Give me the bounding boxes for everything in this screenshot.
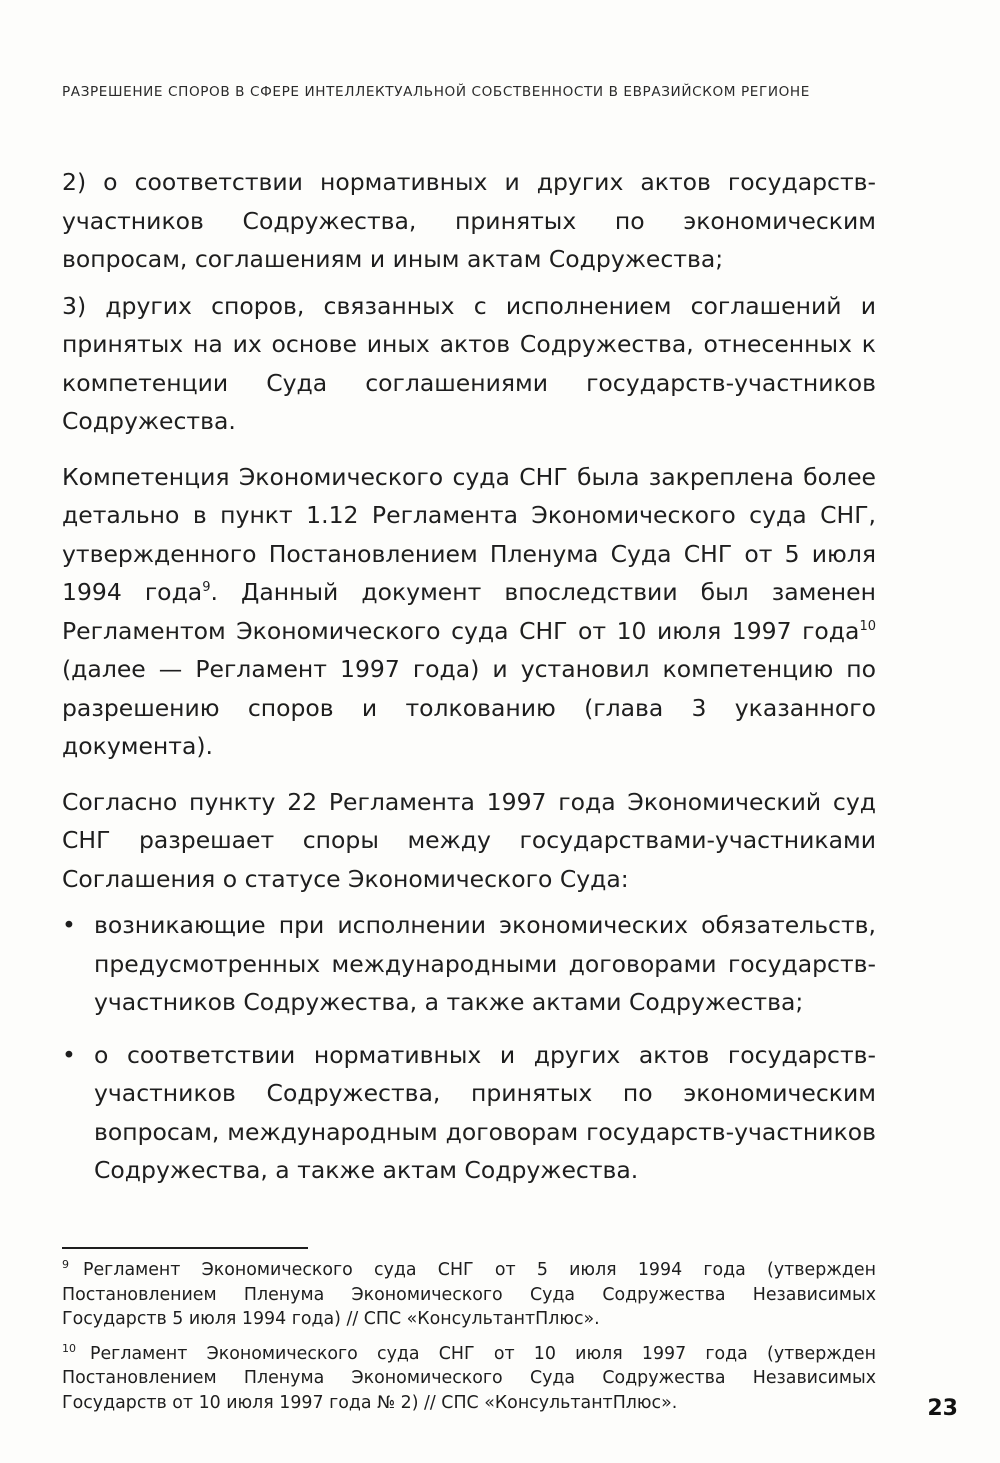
list-item-2: 2) о соответствии нормативных и других актов государств-участников Содружества, принятых по экономическим вопросам, соглашениям и иным актам Содружества;: [62, 168, 876, 273]
footnote-text: Регламент Экономического суда СНГ от 5 июля 1994 года (утвержден Постановлением Пленума Экономического Суда Содружества Независимых Государств 5 июля 1994 года) // СПС «КонсультантПлюс».: [62, 1260, 876, 1330]
paragraph-point-22: Согласно пункту 22 Регламента 1997 года Экономический суд СНГ разрешает споры между государствами-участниками Соглашения о статусе Экономического Суда:: [62, 787, 876, 893]
bullet-item: [62, 906, 876, 1022]
bullet-text: возникающие при исполнении экономических обязательств, предусмотренных международными договорами государств-участников Содружества, а также актами Содружества;: [94, 911, 876, 1016]
footnote-number: 10: [62, 1341, 76, 1355]
footnote-separator: [62, 1247, 308, 1249]
footnote-number: 9: [62, 1258, 69, 1272]
bullet-item: [62, 1036, 876, 1190]
bullet-icon: •: [62, 911, 76, 939]
bullet-icon: •: [62, 1040, 76, 1069]
paragraph-competence-part-b: . Данный документ впоследствии был заменен Регламентом Экономического суда СНГ от 10 июля 1997 года: [62, 578, 876, 645]
footnotes: [62, 1258, 876, 1426]
paragraph-competence: [62, 458, 876, 766]
footnote-ref-9: 9: [202, 580, 211, 596]
footnote-10: [62, 1342, 876, 1416]
bullet-text: о соответствии нормативных и других актов государств-участников Содружества, принятых по экономическим вопросам, международным договорам государств-участников Содружества, а также актам Содружества.: [94, 1040, 876, 1184]
main-text: [62, 163, 876, 1204]
footnote-9: [62, 1258, 876, 1332]
page-number: 23: [927, 1396, 958, 1421]
paragraph-competence-part-c: (далее — Регламент 1997 года) и установил компетенцию по разрешению споров и толкованию (глава 3 указанного документа).: [62, 655, 876, 760]
list-item-3: 3) других споров, связанных с исполнением соглашений и принятых на их основе иных актов Содружества, отнесенных к компетенции Суда соглашениями государств-участников Содружества.: [62, 291, 876, 435]
running-header: РАЗРЕШЕНИЕ СПОРОВ В СФЕРЕ ИНТЕЛЛЕКТУАЛЬНОЙ СОБСТВЕННОСТИ В ЕВРАЗИЙСКОМ РЕГИОНЕ: [62, 84, 810, 100]
paragraph-competence-part-a: Компетенция Экономического суда СНГ была закреплена более детально в пункт 1.12 Регламента Экономического суда СНГ, утвержденного Постановлением Пленума Суда СНГ от 5 июля 1994 года: [62, 462, 876, 606]
bullet-list: [62, 906, 876, 1190]
footnote-text: Регламент Экономического суда СНГ от 10 июля 1997 года (утвержден Постановлением Пленума Экономического Суда Содружества Независимых Государств от 10 июля 1997 года № 2) // СПС «КонсультантПлюс».: [62, 1343, 876, 1413]
footnote-ref-10: 10: [859, 618, 876, 634]
